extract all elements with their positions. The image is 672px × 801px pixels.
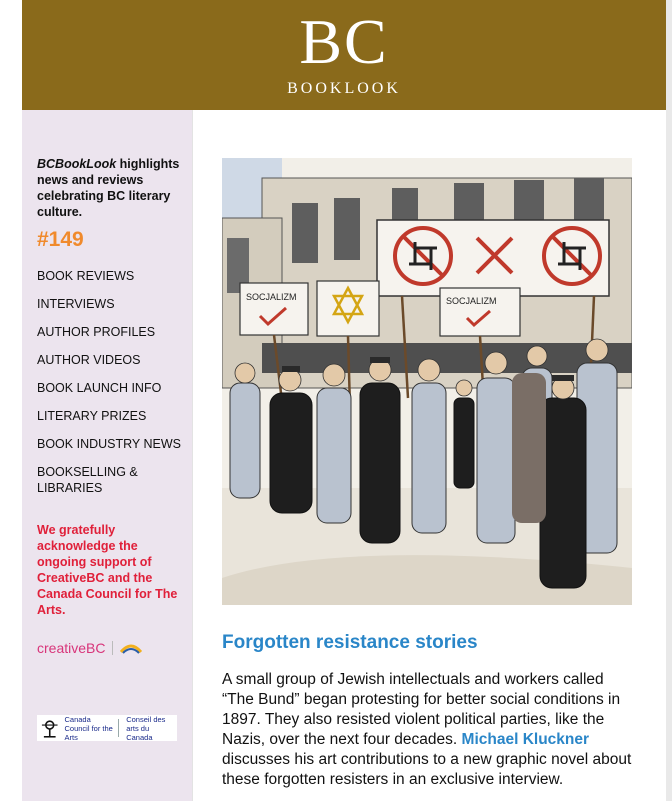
nav-bookselling-libraries[interactable]: BOOKSELLING & LIBRARIES (37, 465, 138, 495)
support-acknowledgement: We gratefully acknowledge the ongoing support of CreativeBC and the Canada Council for The Arts. (37, 523, 178, 617)
tagline-text: highlights news and reviews celebrating BC literary culture. (37, 157, 180, 219)
nav-literary-prizes[interactable]: LITERARY PRIZES (37, 409, 147, 423)
logo-separator (112, 641, 113, 655)
bc-government-icon (120, 642, 142, 654)
canada-council-icon (39, 717, 60, 739)
canada-council-logo[interactable] (37, 715, 177, 741)
article-illustration[interactable] (222, 158, 632, 605)
nav-author-profiles[interactable]: AUTHOR PROFILES (37, 325, 156, 339)
canada-council-fr: Conseil des arts du Canada (126, 714, 166, 742)
nav-author-videos[interactable]: AUTHOR VIDEOS (37, 353, 141, 367)
sidebar (22, 110, 192, 801)
logo-mark[interactable]: BC (299, 6, 389, 77)
logo-separator (118, 719, 119, 737)
creativebc-wordmark: creativeBC (37, 640, 106, 656)
article-body (222, 670, 632, 790)
site-banner[interactable] (22, 0, 666, 110)
protest-march-drawing (222, 158, 632, 605)
column-divider (192, 110, 193, 801)
article-headline[interactable]: Forgotten resistance stories (222, 632, 478, 653)
logo-wordmark[interactable]: BOOKLOOK (287, 80, 401, 97)
nav-book-reviews[interactable]: BOOK REVIEWS (37, 269, 135, 283)
nav-interviews[interactable]: INTERVIEWS (37, 297, 115, 311)
body-text-intro: A small group of Jewish intellectuals and workers called “The Bund” began protesting for better social conditions in 1897. They also resisted violent political parties, like the Nazis, over the next four decades. (222, 671, 621, 748)
sign-socjalizm-right: SOCJALIZM (446, 296, 497, 306)
creativebc-logo[interactable] (37, 638, 177, 658)
scrollbar-track[interactable] (666, 0, 672, 801)
tagline (37, 156, 187, 220)
body-text-outro: discusses his art contributions to a new graphic novel about these forgotten resisters in an exclusive interview. (222, 751, 632, 788)
author-link[interactable]: Michael Kluckner (461, 731, 590, 748)
left-gutter (0, 0, 22, 801)
nav-book-launch-info[interactable]: BOOK LAUNCH INFO (37, 381, 162, 395)
tagline-brand: BCBookLook (37, 157, 117, 171)
nav-book-industry-news[interactable]: BOOK INDUSTRY NEWS (37, 437, 182, 451)
sidebar-nav (37, 268, 187, 508)
sign-socjalizm-left: SOCJALIZM (246, 292, 297, 302)
issue-number: #149 (37, 228, 84, 251)
canada-council-en: Canada Council for the Arts (64, 714, 113, 742)
